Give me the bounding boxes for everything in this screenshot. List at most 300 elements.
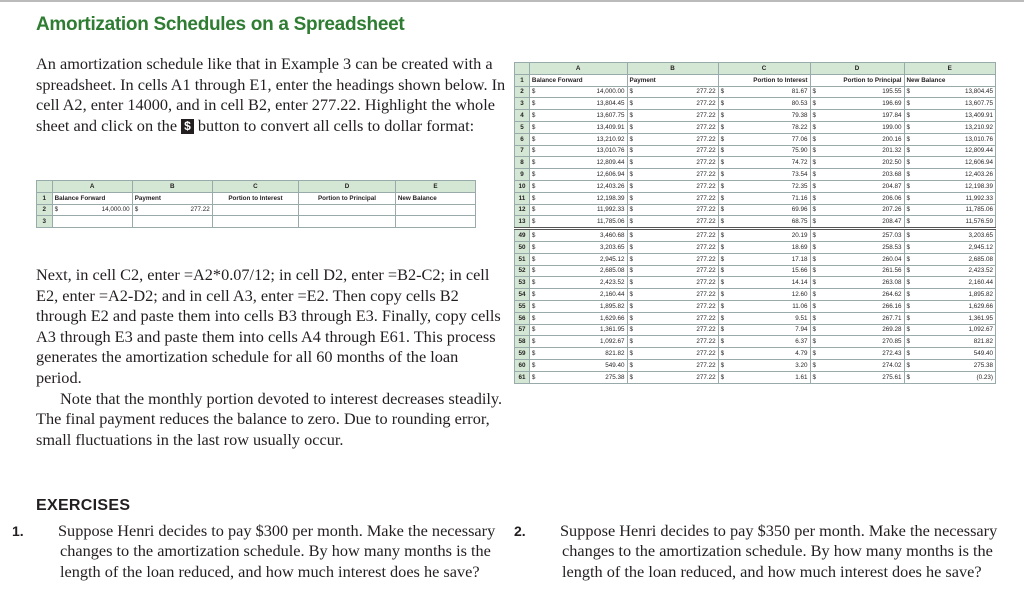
dollar-sign: $ bbox=[720, 182, 725, 190]
cell-b bbox=[627, 265, 718, 277]
cell-value: 277.22 bbox=[696, 302, 716, 310]
dollar-sign: $ bbox=[812, 100, 817, 108]
dollar-sign: $ bbox=[720, 100, 725, 108]
cell-value: 2,685.08 bbox=[968, 255, 993, 263]
cell-value: 277.22 bbox=[696, 361, 716, 369]
dollar-sign: $ bbox=[531, 218, 536, 226]
header-cell: New Balance bbox=[395, 192, 475, 204]
cell-value: 821.82 bbox=[973, 338, 993, 346]
cell-value: 12,198.39 bbox=[964, 182, 993, 190]
dollar-sign: $ bbox=[720, 338, 725, 346]
cell-value: 2,160.44 bbox=[968, 279, 993, 287]
cell-d bbox=[810, 324, 904, 336]
cell-a bbox=[529, 300, 627, 312]
cell-c bbox=[718, 121, 810, 133]
section-heading: Amortization Schedules on a Spreadsheet bbox=[36, 14, 405, 35]
row-header: 50 bbox=[515, 241, 530, 253]
cell-d bbox=[810, 348, 904, 360]
dollar-sign: $ bbox=[720, 361, 725, 369]
dollar-sign: $ bbox=[629, 194, 634, 202]
dollar-sign: $ bbox=[531, 100, 536, 108]
cell-value: 257.03 bbox=[882, 232, 902, 240]
cell-value: 277.22 bbox=[696, 338, 716, 346]
instructions-paragraph: Next, in cell C2, enter =A2*0.07/12; in cell D2, enter =B2-C2; in cell E2, enter =A2-D2; and in cell A3, enter =E2. Then copy cells B2 through E2 and paste them into cells B3 through E3. Finally, copy cells A3 through E3 and paste them into cells A4 through E61. This process generates the amortization schedule for all 60 months of the loan period. bbox=[36, 265, 501, 387]
dollar-sign: $ bbox=[812, 123, 817, 131]
cell-e bbox=[904, 121, 996, 133]
cell-value: 549.40 bbox=[605, 361, 625, 369]
dollar-sign: $ bbox=[629, 112, 634, 120]
cell-c bbox=[718, 133, 810, 145]
exercise-number: 1. bbox=[12, 523, 24, 539]
cell-a bbox=[529, 229, 627, 242]
empty-cell bbox=[395, 216, 475, 228]
dollar-sign: $ bbox=[531, 373, 536, 381]
row-header: 9 bbox=[515, 169, 530, 181]
dollar-sign: $ bbox=[812, 171, 817, 179]
dollar-sign: $ bbox=[531, 361, 536, 369]
cell-value: 12,809.44 bbox=[964, 147, 993, 155]
exercise-number: 2. bbox=[514, 523, 526, 539]
cell-b bbox=[627, 348, 718, 360]
exercise-text: Suppose Henri decides to pay $300 per month. Make the necessary changes to the amortization schedule. By how many months is the length of the loan reduced, and how much interest does he save? bbox=[58, 521, 496, 581]
table-row bbox=[515, 300, 996, 312]
cell-value: 13,607.75 bbox=[596, 112, 625, 120]
row-header: 11 bbox=[515, 192, 530, 204]
cell-value: 68.75 bbox=[791, 218, 808, 226]
dollar-sign: $ bbox=[720, 171, 725, 179]
cell-c bbox=[718, 157, 810, 169]
cell-d bbox=[810, 98, 904, 110]
header-cell: Balance Forward bbox=[529, 74, 627, 86]
dollar-sign: $ bbox=[531, 255, 536, 263]
cell-b bbox=[627, 229, 718, 242]
cell-c2 bbox=[212, 204, 298, 216]
cell-e bbox=[904, 86, 996, 98]
dollar-sign: $ bbox=[531, 267, 536, 275]
cell-value: 13,607.75 bbox=[964, 100, 993, 108]
cell-d bbox=[810, 229, 904, 242]
cell-d bbox=[810, 265, 904, 277]
cell-value: 80.53 bbox=[791, 100, 808, 108]
cell-value: 12.60 bbox=[791, 291, 808, 299]
dollar-sign: $ bbox=[906, 302, 911, 310]
cell-value: 549.40 bbox=[973, 350, 993, 358]
empty-cell bbox=[52, 216, 132, 228]
dollar-sign: $ bbox=[720, 291, 725, 299]
dollar-sign: $ bbox=[720, 194, 725, 202]
column-header: D bbox=[810, 63, 904, 75]
row-header: 59 bbox=[515, 348, 530, 360]
dollar-sign: $ bbox=[629, 100, 634, 108]
dollar-sign: $ bbox=[906, 88, 911, 96]
row-header: 8 bbox=[515, 157, 530, 169]
cell-e bbox=[904, 359, 996, 371]
cell-value: 17.18 bbox=[791, 255, 808, 263]
cell-a bbox=[529, 241, 627, 253]
small-spreadsheet bbox=[36, 180, 476, 228]
dollar-sign: $ bbox=[812, 350, 817, 358]
cell-d bbox=[810, 192, 904, 204]
column-header: A bbox=[52, 181, 132, 193]
dollar-sign: $ bbox=[906, 361, 911, 369]
cell-value: 6.37 bbox=[795, 338, 808, 346]
table-row bbox=[515, 86, 996, 98]
dollar-sign: $ bbox=[720, 243, 725, 251]
dollar-sign: $ bbox=[629, 291, 634, 299]
dollar-sign: $ bbox=[812, 159, 817, 167]
empty-cell bbox=[299, 216, 396, 228]
exercises-heading: EXERCISES bbox=[36, 497, 131, 514]
cell-b bbox=[627, 312, 718, 324]
table-row bbox=[515, 169, 996, 181]
cell-value: 12,606.94 bbox=[596, 171, 625, 179]
cell-value: 11,785.06 bbox=[965, 206, 993, 214]
dollar-sign: $ bbox=[812, 314, 817, 322]
cell-value: 277.22 bbox=[696, 171, 716, 179]
dollar-sign: $ bbox=[531, 194, 536, 202]
amortization-spreadsheet bbox=[514, 62, 996, 384]
cell-c bbox=[718, 359, 810, 371]
cell-value: 1,361.95 bbox=[600, 326, 625, 334]
dollar-sign: $ bbox=[531, 314, 536, 322]
cell-b bbox=[627, 169, 718, 181]
cell-value: 277.22 bbox=[696, 267, 716, 275]
dollar-sign: $ bbox=[906, 338, 911, 346]
cell-c bbox=[718, 169, 810, 181]
dollar-sign: $ bbox=[629, 314, 634, 322]
dollar-sign: $ bbox=[812, 182, 817, 190]
cell-value: 277.22 bbox=[696, 350, 716, 358]
dollar-sign: $ bbox=[906, 326, 911, 334]
dollar-format-key: $ bbox=[181, 119, 194, 134]
cell-value: 11,992.33 bbox=[596, 206, 625, 214]
cell-e bbox=[904, 204, 996, 216]
dollar-sign: $ bbox=[629, 373, 634, 381]
cell-value: 202.50 bbox=[882, 159, 902, 167]
cell-value: 277.22 bbox=[696, 232, 716, 240]
cell-d bbox=[810, 253, 904, 265]
cell-value: 270.85 bbox=[882, 338, 902, 346]
dollar-sign: $ bbox=[531, 147, 536, 155]
cell-value: 12,403.26 bbox=[596, 182, 625, 190]
cell-value: 277.22 bbox=[696, 182, 716, 190]
cell-b bbox=[627, 300, 718, 312]
cell-d bbox=[810, 241, 904, 253]
header-cell: Balance Forward bbox=[52, 192, 132, 204]
dollar-sign: $ bbox=[906, 218, 911, 226]
cell-a bbox=[529, 265, 627, 277]
cell-value: 267.71 bbox=[882, 314, 902, 322]
cell-b bbox=[627, 110, 718, 122]
cell-a bbox=[529, 121, 627, 133]
dollar-sign: $ bbox=[906, 232, 911, 240]
row-header: 10 bbox=[515, 180, 530, 192]
cell-b bbox=[627, 371, 718, 383]
cell-a bbox=[529, 348, 627, 360]
cell-value: 199.00 bbox=[882, 123, 902, 131]
cell-c bbox=[718, 277, 810, 289]
cell-c bbox=[718, 192, 810, 204]
cell-value: 14,000.00 bbox=[596, 88, 625, 96]
row-header: 2 bbox=[37, 204, 53, 216]
dollar-sign: $ bbox=[531, 326, 536, 334]
column-header: E bbox=[904, 63, 996, 75]
cell-value: 11,992.33 bbox=[965, 194, 993, 202]
dollar-sign: $ bbox=[720, 267, 725, 275]
header-cell: Portion to Interest bbox=[718, 74, 810, 86]
cell-value: 277.22 bbox=[696, 255, 716, 263]
cell-value: 264.62 bbox=[882, 291, 902, 299]
cell-e bbox=[904, 277, 996, 289]
table-row bbox=[515, 121, 996, 133]
cell-d bbox=[810, 145, 904, 157]
dollar-sign: $ bbox=[720, 350, 725, 358]
cell-c bbox=[718, 241, 810, 253]
row-header: 6 bbox=[515, 133, 530, 145]
table-row bbox=[515, 157, 996, 169]
cell-b bbox=[627, 204, 718, 216]
header-cell: Portion to Principal bbox=[299, 192, 396, 204]
dollar-sign: $ bbox=[720, 314, 725, 322]
dollar-sign: $ bbox=[629, 279, 634, 287]
cell-b bbox=[627, 121, 718, 133]
cell-b bbox=[627, 145, 718, 157]
dollar-sign: $ bbox=[531, 135, 536, 143]
row-header: 3 bbox=[515, 98, 530, 110]
dollar-sign: $ bbox=[720, 159, 725, 167]
row-header: 1 bbox=[37, 192, 53, 204]
cell-value: 13,409.91 bbox=[964, 112, 993, 120]
cell-d bbox=[810, 110, 904, 122]
cell-a bbox=[529, 145, 627, 157]
dollar-sign: $ bbox=[720, 88, 725, 96]
top-rule bbox=[0, 0, 1024, 2]
cell-value: 15.66 bbox=[791, 267, 808, 275]
cell-e bbox=[904, 98, 996, 110]
dollar-sign: $ bbox=[812, 361, 817, 369]
cell-value: 11.06 bbox=[792, 302, 808, 310]
row-header: 60 bbox=[515, 359, 530, 371]
corner-cell bbox=[515, 63, 530, 75]
dollar-sign: $ bbox=[531, 291, 536, 299]
cell-d bbox=[810, 157, 904, 169]
column-header: B bbox=[132, 181, 212, 193]
cell-d bbox=[810, 204, 904, 216]
row-header: 3 bbox=[37, 216, 53, 228]
cell-a bbox=[529, 277, 627, 289]
dollar-sign: $ bbox=[720, 373, 725, 381]
cell-d2 bbox=[299, 204, 396, 216]
cell-value: 208.47 bbox=[882, 218, 902, 226]
cell-e bbox=[904, 241, 996, 253]
table-row bbox=[515, 216, 996, 229]
exercise-1 bbox=[12, 521, 506, 582]
spreadsheet-body bbox=[515, 86, 996, 383]
instructions-block bbox=[36, 265, 504, 450]
row-header: 13 bbox=[515, 216, 530, 229]
table-row bbox=[515, 324, 996, 336]
cell-value: 11,576.59 bbox=[965, 218, 993, 226]
cell-value: 258.53 bbox=[882, 243, 902, 251]
row-header: 7 bbox=[515, 145, 530, 157]
cell-value: 1,361.95 bbox=[968, 314, 993, 322]
row-header: 51 bbox=[515, 253, 530, 265]
cell-a bbox=[529, 192, 627, 204]
cell-value: 269.28 bbox=[882, 326, 902, 334]
cell-b bbox=[627, 253, 718, 265]
dollar-sign: $ bbox=[906, 314, 911, 322]
dollar-sign: $ bbox=[812, 135, 817, 143]
cell-c bbox=[718, 145, 810, 157]
cell-value: 78.22 bbox=[791, 123, 808, 131]
cell-b bbox=[627, 86, 718, 98]
table-row bbox=[515, 359, 996, 371]
cell-value: 71.16 bbox=[791, 194, 808, 202]
cell-value: 277.22 bbox=[696, 147, 716, 155]
cell-value: 77.06 bbox=[791, 135, 808, 143]
cell-value: 1.61 bbox=[795, 373, 808, 381]
cell-value: 3,203.65 bbox=[968, 232, 993, 240]
header-cell: Payment bbox=[627, 74, 718, 86]
cell-value: 277.22 bbox=[696, 112, 716, 120]
dollar-sign: $ bbox=[812, 373, 817, 381]
row-header: 1 bbox=[515, 74, 530, 86]
dollar-sign: $ bbox=[906, 194, 911, 202]
cell-value: 72.35 bbox=[791, 182, 808, 190]
cell-b bbox=[627, 180, 718, 192]
cell-c bbox=[718, 371, 810, 383]
dollar-sign: $ bbox=[531, 171, 536, 179]
cell-a bbox=[529, 169, 627, 181]
cell-value: 13,804.45 bbox=[596, 100, 625, 108]
dollar-sign: $ bbox=[906, 243, 911, 251]
table-row bbox=[515, 180, 996, 192]
dollar-sign: $ bbox=[812, 326, 817, 334]
cell-value: 2,945.12 bbox=[968, 243, 993, 251]
table-row bbox=[515, 145, 996, 157]
cell-e bbox=[904, 336, 996, 348]
dollar-sign: $ bbox=[629, 147, 634, 155]
cell-value: 20.19 bbox=[791, 232, 808, 240]
cell-d bbox=[810, 359, 904, 371]
dollar-sign: $ bbox=[812, 147, 817, 155]
dollar-sign: $ bbox=[906, 255, 911, 263]
cell-a bbox=[529, 336, 627, 348]
cell-value: 74.72 bbox=[791, 159, 808, 167]
dollar-sign: $ bbox=[812, 88, 817, 96]
dollar-sign: $ bbox=[720, 279, 725, 287]
cell-a bbox=[529, 312, 627, 324]
cell-e bbox=[904, 312, 996, 324]
cell-value: 14.14 bbox=[791, 279, 808, 287]
dollar-sign: $ bbox=[531, 279, 536, 287]
column-header: D bbox=[299, 181, 396, 193]
cell-value: 196.69 bbox=[882, 100, 902, 108]
cell-b2 bbox=[132, 204, 212, 216]
cell-e bbox=[904, 192, 996, 204]
cell-b bbox=[627, 133, 718, 145]
dollar-sign: $ bbox=[906, 171, 911, 179]
cell-value: 203.68 bbox=[882, 171, 902, 179]
dollar-sign: $ bbox=[812, 255, 817, 263]
dollar-sign: $ bbox=[906, 182, 911, 190]
column-header: E bbox=[395, 181, 475, 193]
cell-d bbox=[810, 216, 904, 229]
cell-d bbox=[810, 121, 904, 133]
cell-value: 277.22 bbox=[696, 373, 716, 381]
cell-value: 13,804.45 bbox=[964, 88, 993, 96]
cell-value: 277.22 bbox=[696, 218, 716, 226]
cell-e bbox=[904, 157, 996, 169]
dollar-sign: $ bbox=[720, 112, 725, 120]
cell-c bbox=[718, 216, 810, 229]
table-row bbox=[515, 312, 996, 324]
cell-b bbox=[627, 277, 718, 289]
table-row bbox=[515, 277, 996, 289]
dollar-sign: $ bbox=[812, 279, 817, 287]
cell-e bbox=[904, 289, 996, 301]
cell-value: 1,629.66 bbox=[600, 314, 625, 322]
intro-text-2: button to convert all cells to dollar format: bbox=[197, 115, 475, 135]
cell-c bbox=[718, 204, 810, 216]
cell-c bbox=[718, 265, 810, 277]
cell-a bbox=[529, 86, 627, 98]
dollar-sign: $ bbox=[629, 171, 634, 179]
cell-c bbox=[718, 86, 810, 98]
cell-value: 1,629.66 bbox=[968, 302, 993, 310]
dollar-sign: $ bbox=[720, 302, 725, 310]
cell-b bbox=[627, 324, 718, 336]
dollar-sign: $ bbox=[906, 100, 911, 108]
dollar-sign: $ bbox=[629, 326, 634, 334]
cell-value: 18.69 bbox=[791, 243, 808, 251]
dollar-sign: $ bbox=[629, 243, 634, 251]
row-header: 2 bbox=[515, 86, 530, 98]
dollar-sign: $ bbox=[906, 291, 911, 299]
dollar-sign: $ bbox=[906, 112, 911, 120]
cell-a bbox=[529, 110, 627, 122]
cell-e bbox=[904, 371, 996, 383]
row-header: 4 bbox=[515, 110, 530, 122]
dollar-sign: $ bbox=[629, 350, 634, 358]
cell-a bbox=[529, 359, 627, 371]
cell-a bbox=[529, 216, 627, 229]
dollar-sign: $ bbox=[531, 182, 536, 190]
cell-value: 277.22 bbox=[696, 243, 716, 251]
dollar-sign: $ bbox=[812, 302, 817, 310]
dollar-sign: $ bbox=[531, 88, 536, 96]
table-row bbox=[515, 241, 996, 253]
row-header: 57 bbox=[515, 324, 530, 336]
header-cell: Portion to Principal bbox=[810, 74, 904, 86]
cell-value: 2,685.08 bbox=[600, 267, 625, 275]
column-header: B bbox=[627, 63, 718, 75]
cell-value: 13,010.76 bbox=[596, 147, 625, 155]
cell-c bbox=[718, 289, 810, 301]
cell-value: 200.16 bbox=[882, 135, 902, 143]
cell-value: 277.22 bbox=[696, 100, 716, 108]
cell-value: 1,092.67 bbox=[968, 326, 993, 334]
cell-value: 2,423.52 bbox=[968, 267, 993, 275]
cell-e bbox=[904, 300, 996, 312]
cell-b bbox=[627, 289, 718, 301]
cell-d bbox=[810, 371, 904, 383]
cell-value: 277.22 bbox=[696, 159, 716, 167]
cell-value: 2,945.12 bbox=[600, 255, 625, 263]
cell-d bbox=[810, 336, 904, 348]
cell-value: 69.96 bbox=[791, 206, 808, 214]
cell-value: 261.56 bbox=[882, 267, 902, 275]
